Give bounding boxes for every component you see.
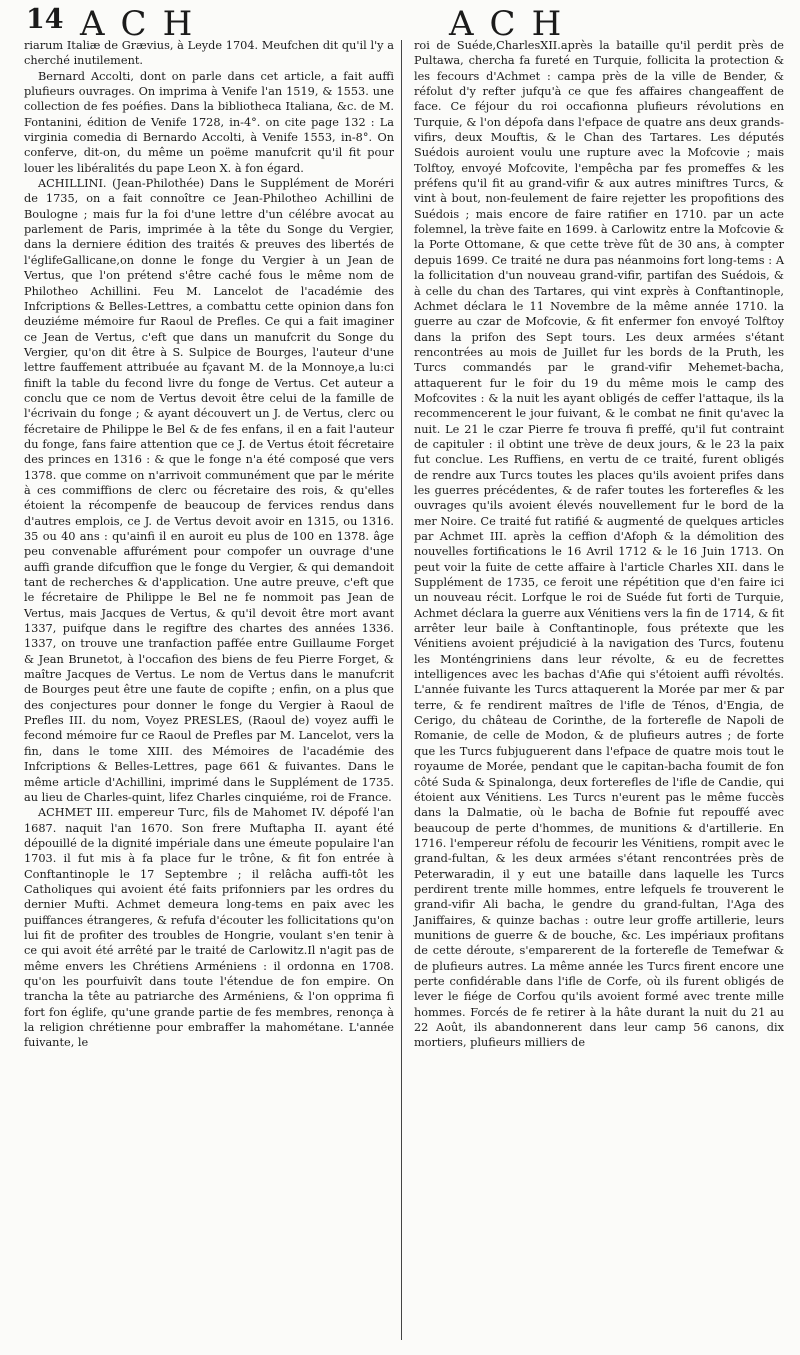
paragraph: Bernard Accolti, dont on parle dans cet article, a fait auffi plufieurs ouvrages. On imprima à Venife l'an 1519, & 1553. une collection de fes poéfies. Dans la bibliotheca Italiana, &c. de M. Fontanini, édition de Venife 1728, in-4°. on cite page 132 : La virginia comedia di Bernardo Accolti, à Venife 1553, in-8°. On conferve, dit-on, du même un poëme manufcrit qu'il fit pour louer les libéralités du pape Leon X. à fon égard. xyxy=(24,69,394,175)
running-headword-left: ACH xyxy=(80,4,209,44)
paragraph: ACHILLINI. (Jean-Philothée) Dans le Supplément de Moréri de 1735, on a fait connoître ce Jean-Philotheo Achillini de Boulogne ; mais fur la foi d'une lettre d'un célébre avocat au parlement de Paris, imprimée à la tête du Songe du Vergier, dans la derniere édition des traités & preuves des libertés de l'églifeGallicane,on donne le fonge du Vergier à un Jean de Vertus, que l'on prétend s'être caché fous le même nom de Philotheo Achillini. Feu M. Lancelot de l'académie des Infcriptions & Belles-Lettres, a combattu cette opinion dans fon deuziéme mémoire fur Raoul de Prefles. Ce qui a fait imaginer ce Jean de Vertus, c'eft que dans un manufcrit du Songe du Vergier, qu'on dit être à S. Sulpice de Bourges, l'auteur d'une lettre fauffement attribuée au fçavant M. de la Monnoye,a lu:ci finift la table du fecond livre du fonge de Vertus. Cet auteur a conclu que ce nom de Vertus devoit être celui de la famille de l'écrivain du fonge ; & ayant découvert un J. de Vertus, clerc ou fécretaire de Philippe le Bel & de fes enfans, il en a fait l'auteur du fonge, fans faire attention que ce J. de Vertus étoit fécretaire des princes en 1316 : & que le fonge n'a été composé que vers 1378. que comme on n'arrivoit communément que par le mérite à ces commiffions de clerc ou fécretaire des rois, & qu'elles étoient la récompenfe de beaucoup de fervices rendus dans d'autres emplois, ce J. de Vertus devoit avoir en 1315, ou 1316. 35 ou 40 ans : qu'ainfi il en auroit eu plus de 100 en 1378. âge peu convenable affurément pour compofer un ouvrage d'une auffi grande difcuffion que le fonge du Vergier, & qui demandoit tant de recherches & d'application. Une autre preuve, c'eft que le fécretaire de Philippe le Bel ne fe nommoit pas Jean de Vertus, mais Jacques de Vertus, & qu'il devoit être mort avant 1337, puifque dans le regiftre des chartes des années 1336. 1337, on trouve une tranfaction paffée entre Guillaume Forget & Jean Brunetot, à l'occafion des biens de feu Pierre Forget, & maître Jacques de Vertus. Le nom de Vertus dans le manufcrit de Bourges peut être une faute de copifte ; enfin, on a plus que des conjectures pour donner le fonge du Vergier à Raoul de Prefles III. du nom, Voyez PRESLES, (Raoul de) voyez auffi le fecond mémoire fur ce Raoul de Prefles par M. Lancelot, vers la fin, dans le tome XIII. des Mémoires de l'académie des Infcriptions & Belles-Lettres, page 661 & fuivantes. Dans le même article d'Achillini, imprimé dans le Supplément de 1735. au lieu de Charles-quint, lifez Charles cinquiéme, roi de France. xyxy=(24,177,394,804)
running-headword-right: ACH xyxy=(449,4,578,44)
column-divider xyxy=(401,40,402,1340)
right-column xyxy=(414,38,784,1051)
left-column xyxy=(24,38,394,1051)
paragraph: riarum Italiæ de Grævius, à Leyde 1704. Meufchen dit qu'il l'y a cherché inutilement. xyxy=(24,39,394,68)
page-number: 14 xyxy=(26,4,64,35)
paragraph: ACHMET III. empereur Turc, fils de Mahomet IV. dépofé l'an 1687. naquit l'an 1670. Son frere Muftapha II. ayant été dépouillé de la dignité impériale dans une émeute populaire l'an 1703. il fut mis à fa place fur le trône, & fit fon entrée à Conftantinople le 17 Septembre ; il relâcha auffi-tôt les Catholiques qui avoient été faits prifonniers par les ordres du dernier Mufti. Achmet demeura long-tems en paix avec les puiffances étrangeres, & refufa d'écouter les follicitations qu'on lui fit de profiter des troubles de Hongrie, voulant s'en tenir à ce qui avoit été arrêté par le traité de Carlowitz.Il n'agit pas de même envers les Chrétiens Arméniens : il ordonna en 1708. qu'on les pourfuivît dans toute l'étendue de fon empire. On trancha la tête au patriarche des Arméniens, & l'on opprima fi fort fon églife, qu'une grande partie de fes membres, renonça à la religion chrétienne pour embraffer la mahométane. L'année fuivante, le xyxy=(24,806,394,1050)
paragraph: roi de Suéde,CharlesXII.après la bataille qu'il perdit près de Pultawa, chercha fa fureté en Turquie, follicita la protection & les fecours d'Achmet : campa près de la ville de Bender, & réfolut d'y refter jufqu'à ce que fes affaires changeaffent de face. Ce féjour du roi occafionna plufieurs révolutions en Turquie, & l'on dépofa dans l'efpace de quatre ans deux grands-vifirs, deux Mouftis, & le Chan des Tartares. Les députés Suédois auroient voulu une rupture avec la Mofcovie ; mais Tolftoy, envoyé Mofcovite, l'empêcha par fes promeffes & les préfens qu'il fit au grand-vifir & aux autres miniftres Turcs, & vint à bout, non-feulement de faire rejetter les propofitions des Suédois ; mais encore de faire ratifier en 1710. par un acte folemnel, la trève faite en 1699. à Carlowitz entre la Mofcovie & la Porte Ottomane, & que cette trève fût de 30 ans, à compter depuis 1699. Ce traité ne dura pas néanmoins fort long-tems : A la follicitation d'un nouveau grand-vifir, partifan des Suédois, & à celle du chan des Tartares, qui vint exprès à Conftantinople, Achmet déclara le 11 Novembre de la même année 1710. la guerre au czar de Mofcovie, & fit enfermer fon envoyé Tolftoy dans la prifon des Sept tours. Les deux armées s'étant rencontrées au mois de Juillet fur les bords de la Pruth, les Turcs commandés par le grand-vifir Mehemet-bacha, attaquerent fur le foir du 19 du même mois le camp des Mofcovites : & la nuit les ayant obligés de ceffer l'attaque, ils la recommencerent le jour fuivant, & le combat ne finit qu'avec la nuit. Le 21 le czar Pierre fe trouva fi preffé, qu'il fut contraint de capituler : il obtint une trève de deux jours, & le 23 la paix fut conclue. Les Ruffiens, en vertu de ce traité, furent obligés de rendre aux Turcs toutes les places qu'ils avoient prifes dans les guerres précédentes, & de rafer toutes les forterefles & les ouvrages qu'ils avoient élevés nouvellement fur le bord de la mer Noire. Ce traité fut ratifié & augmenté de quelques articles par Achmet III. après la ceffion d'Afoph & la démolition des nouvelles fortifications le 16 Avril 1712 & le 16 Juin 1713. On peut voir la fuite de cette affaire à l'article Charles XII. dans le Supplément de 1735, ce feroit une répétition que d'en faire ici un nouveau récit. Lorfque le roi de Suéde fut forti de Turquie, Achmet déclara la guerre aux Vénitiens vers la fin de 1714, & fit arrêter leur baile à Conftantinople, fous prétexte que les Vénitiens avoient préjudicié à la navigation des Turcs, foutenu les Monténgriniens dans leur révolte, & eu de fecrettes intelligences avec les bachas d'Afie qui s'étoient auffi révoltés. L'année fuivante les Turcs attaquerent la Morée par mer & par terre, & fe rendirent maîtres de l'ifle de Ténos, d'Engia, de Cerigo, du château de Corinthe, de la forterefle de Napoli de Romanie, de celle de Modon, & de plufieurs autres ; de forte que les Turcs fubjuguerent dans l'efpace de quatre mois tout le royaume de Morée, pendant que le capitan-bacha foumit de fon côté Suda & Spinalonga, deux forterefles de l'ifle de Candie, qui étoient aux Vénitiens. Les Turcs n'eurent pas le même fuccès dans la Dalmatie, où le bacha de Bofnie fut repouffé avec beaucoup de perte d'hommes, de munitions & d'artillerie. En 1716. l'empereur réfolu de fecourir les Vénitiens, rompit avec le grand-fultan, & les deux armées s'étant rencontrées près de Peterwaradin, il y eut une bataille dans laquelle les Turcs perdirent trente mille hommes, entre lefquels fe trouverent le grand-vifir Ali bacha, le gendre du grand-fultan, l'Aga des Janiffaires, & quinze bachas : outre leur groffe artillerie, leurs munitions de guerre & de bouche, &c. Les impériaux profitans de cette déroute, s'emparerent de la forterefle de Temefwar & de plufieurs autres. La même année les Turcs firent encore une perte confidérable dans l'ifle de Corfe, où ils furent obligés de lever le fiége de Corfou qu'ils avoient formé avec trente mille hommes. Forcés de fe retirer à la hâte durant la nuit du 21 au 22 Août, ils abandonnerent dans leur camp 56 canons, dix mortiers, plufieurs milliers de xyxy=(414,39,784,1050)
